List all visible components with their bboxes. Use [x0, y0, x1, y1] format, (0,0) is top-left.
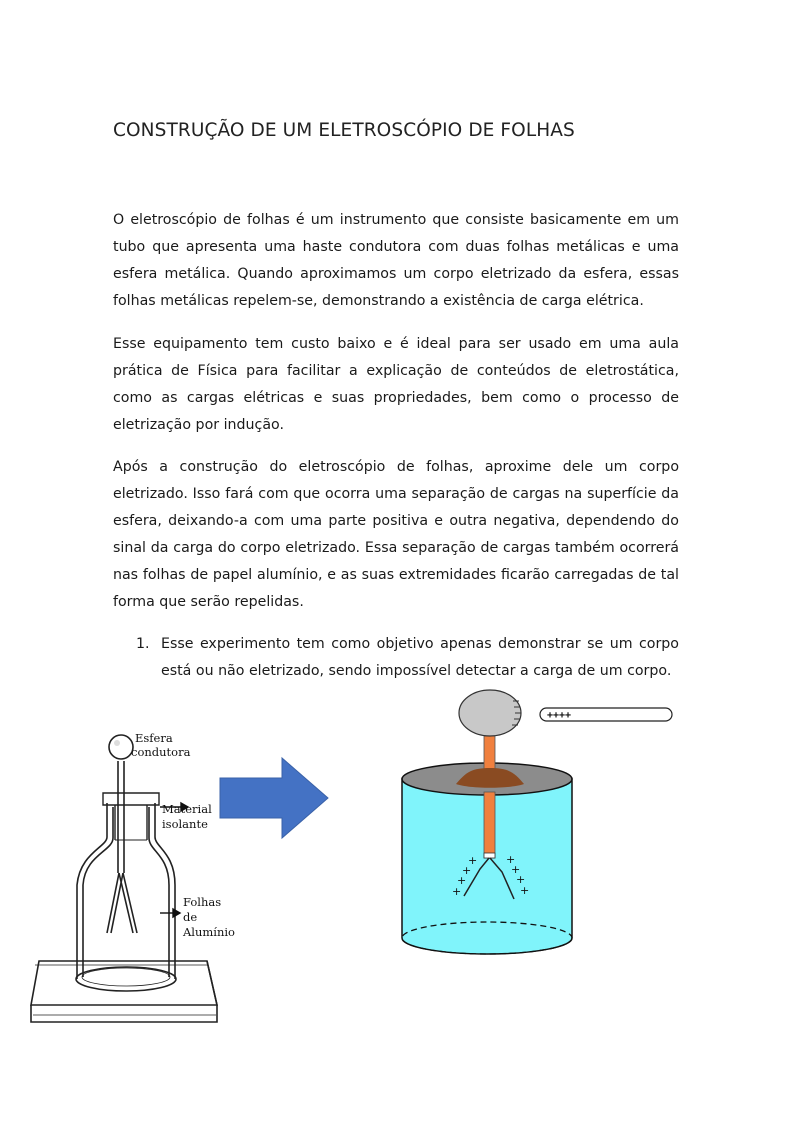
- rod-charge-label: ++++: [547, 710, 572, 721]
- list-item: Esse experimento tem como objetivo apenas demonstrar se um corpo está ou não eletrizado, sendo impossível detectar a carga de um corpo.: [161, 636, 679, 679]
- page-title: CONSTRUÇÃO DE UM ELETROSCÓPIO DE FOLHAS: [113, 120, 575, 141]
- svg-text:+: +: [506, 853, 516, 866]
- label-leaves-line3: Alumínio: [183, 925, 235, 939]
- paragraph-procedure: Após a construção do eletroscópio de folhas, aproxime dele um corpo eletrizado. Isso fará com que ocorra uma separação de cargas na superfície da esfera, deixando-a com uma parte positiva e outra negativa, dependendo do sinal da carga do corpo eletrizado. Essa separação de cargas também ocorrerá nas folhas de papel alumínio, e as suas extremidades ficarão carregadas de tal forma que serão repelidas.: [113, 459, 679, 610]
- electroscope-sketch: [25, 725, 240, 1030]
- label-insulator-line2: isolante: [162, 817, 208, 831]
- label-leaves-line2: de: [183, 910, 198, 924]
- aluminum-leaves: [107, 873, 137, 933]
- rod-lower: [484, 792, 495, 858]
- conductive-sphere: [109, 735, 133, 759]
- label-insulator-line1: Material: [162, 802, 212, 816]
- svg-text:+: +: [520, 884, 530, 897]
- insulating-stopper: [103, 793, 159, 840]
- glass-bottle: [76, 803, 176, 991]
- arrow-right-icon: [218, 756, 332, 840]
- svg-text:+: +: [511, 863, 521, 876]
- label-sphere-line2: condutora: [131, 745, 191, 759]
- paragraph-intro: O eletroscópio de folhas é um instrumento que consiste basicamente em um tubo que apresenta uma haste condutora com duas folhas metálicas e uma esfera metálica. Quando aproximamos um corpo eletrizado da esfera, essas folhas metálicas repelem-se, demonstrando a existência de carga elétrica.: [113, 212, 679, 309]
- label-sphere-line1: Esfera: [135, 731, 173, 745]
- charged-rod: [540, 708, 672, 721]
- metal-sphere: [459, 690, 521, 736]
- svg-text:+: +: [452, 885, 462, 898]
- conductive-rod: [118, 761, 124, 873]
- svg-text:+: +: [468, 854, 478, 867]
- paragraph-equipment: Esse equipamento tem custo baixo e é ideal para ser usado em uma aula prática de Física para facilitar a explicação de conteúdos de eletrostática, como as cargas elétricas e suas propriedades, bem como o processo de eletrização por indução.: [113, 336, 679, 433]
- svg-text:+: +: [457, 874, 467, 887]
- electroscope-diagram: [398, 688, 680, 960]
- list-item-number: 1.: [136, 636, 150, 652]
- label-leaves-line1: Folhas: [183, 895, 222, 909]
- svg-text:+: +: [516, 873, 526, 886]
- svg-text:+: +: [462, 864, 472, 877]
